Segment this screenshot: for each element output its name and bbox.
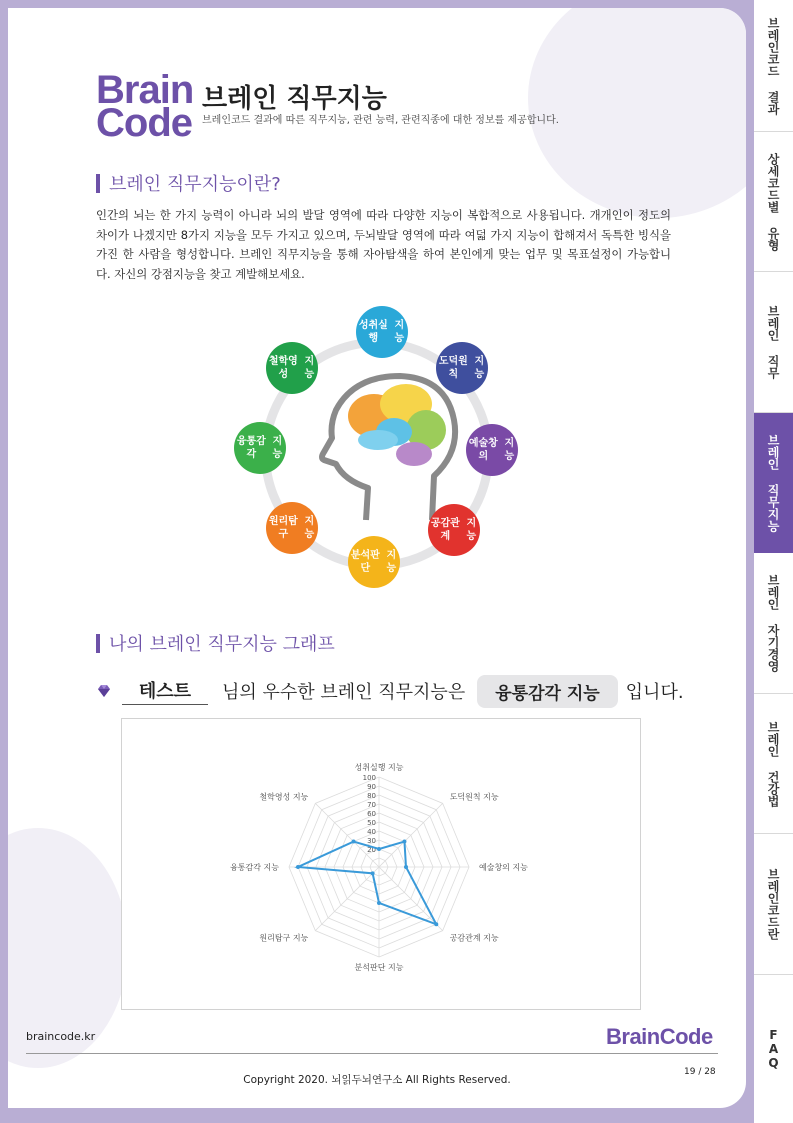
radar-category-label: 분석판단 지능 — [354, 963, 404, 972]
radar-category-label: 철학영성 지능 — [259, 792, 309, 802]
gem-icon — [96, 683, 112, 699]
tab-detail-type[interactable]: 상세코드별 유형 — [754, 132, 793, 272]
node-achievement: 성취실행 지능 — [356, 306, 408, 358]
radar-tick-label: 50 — [367, 819, 376, 827]
radar-tick-label: 30 — [367, 837, 376, 845]
top-talent-badge: 융통감각 지능 — [477, 675, 617, 708]
radar-point — [404, 865, 408, 869]
radar-category-label: 융통감각 지능 — [230, 863, 279, 872]
radar-category-label: 예술창의 지능 — [479, 863, 528, 872]
site-url: braincode.kr — [26, 1030, 96, 1043]
radar-point — [377, 901, 381, 905]
radar-chart — [121, 718, 641, 1010]
tab-braincode-result[interactable]: 브레인코드 결과 — [754, 0, 793, 132]
intro-paragraph: 인간의 뇌는 한 가지 능력이 아니라 뇌의 발달 영역에 따라 다양한 지능이 복합적으로 사용됩니다. 개개인이 정도의 차이가 나겠지만 8가지 지능을 모두 가지고 있으며, 두뇌발달 영역에 따라 여덟 가지 지능이 합해져서 독특한 빙식을 가진 한 사람을 형성합니다. 브레인 직무지능을 통해 자아탐색을 하여 본인에게 맞는 업무 및 목표설정이 가능합니다. 자신의 강점지능을 찾고 계발해보세요. — [96, 208, 671, 281]
radar-tick-label: 100 — [362, 774, 376, 782]
tab-brain-health[interactable]: 브레인 건강법 — [754, 694, 793, 834]
sentence-middle: 님의 우수한 브레인 직무지능은 — [222, 682, 466, 703]
page-subtitle: 브레인코드 결과에 따른 직무지능, 관련 능력, 관련직종에 대한 정보를 제공합니다. — [202, 115, 559, 126]
side-tab-bar — [754, 0, 793, 1123]
node-philosophy: 철학영성 지능 — [266, 342, 318, 394]
section-bar — [96, 174, 100, 193]
node-art: 예술창의 지능 — [466, 424, 518, 476]
document-page — [8, 8, 746, 1108]
radar-chart-svg — [122, 719, 640, 1009]
radar-tick-label: 80 — [367, 792, 376, 800]
node-principle: 원리탐구 지능 — [266, 502, 318, 554]
tab-faq[interactable]: FAQ — [766, 1028, 781, 1070]
radar-point — [296, 865, 300, 869]
node-moral: 도덕원칙 지능 — [436, 342, 488, 394]
radar-tick-label: 60 — [367, 810, 376, 818]
section-heading-intro: 브레인 직무지능이란? — [96, 170, 281, 196]
tab-brain-job[interactable]: 브레인 직무 — [754, 272, 793, 413]
tab-brain-job-intelligence[interactable]: 브레인 직무지능 — [754, 413, 793, 553]
radar-point — [352, 840, 356, 844]
radar-point — [371, 871, 375, 875]
intelligence-diagram — [230, 300, 530, 590]
radar-category-label: 공감관계 지능 — [449, 933, 499, 943]
background-decoration — [528, 8, 746, 218]
radar-tick-label: 90 — [367, 783, 376, 791]
radar-category-label: 원리탐구 지능 — [259, 933, 309, 943]
node-flexibility: 융통감각 지능 — [234, 422, 286, 474]
brand-logo: Brain Code — [96, 68, 194, 145]
tab-about-braincode[interactable]: 브레인코드란 — [754, 834, 793, 975]
radar-tick-label: 40 — [367, 828, 376, 836]
node-analysis: 분석판단 지능 — [348, 536, 400, 588]
radar-tick-label: 70 — [367, 801, 376, 809]
footer-brand: BrainCode — [606, 1024, 713, 1049]
radar-point — [377, 847, 381, 851]
page-number: 19 / 28 — [684, 1067, 716, 1077]
section-heading-graph: 나의 브레인 직무지능 그래프 — [96, 630, 335, 656]
sentence-end: 입니다. — [625, 682, 684, 703]
radar-category-label: 도덕원칙 지능 — [449, 792, 499, 802]
section-bar — [96, 634, 100, 653]
copyright: Copyright 2020. 뇌읽두뇌연구소 All Rights Reserved. — [243, 1074, 511, 1086]
result-sentence — [96, 671, 696, 711]
radar-category-label: 성취실행 지능 — [354, 763, 404, 772]
user-name: 테스트 — [122, 677, 208, 705]
radar-point — [434, 922, 438, 926]
footer-divider — [26, 1053, 718, 1054]
node-empathy: 공감관계 지능 — [428, 504, 480, 556]
page-title: 브레인 직무지능 — [202, 84, 387, 114]
tab-brain-self-management[interactable]: 브레인 자기경영 — [754, 553, 793, 694]
head-brain-icon — [314, 368, 464, 528]
radar-tick-label: 20 — [367, 846, 376, 854]
radar-point — [402, 840, 406, 844]
